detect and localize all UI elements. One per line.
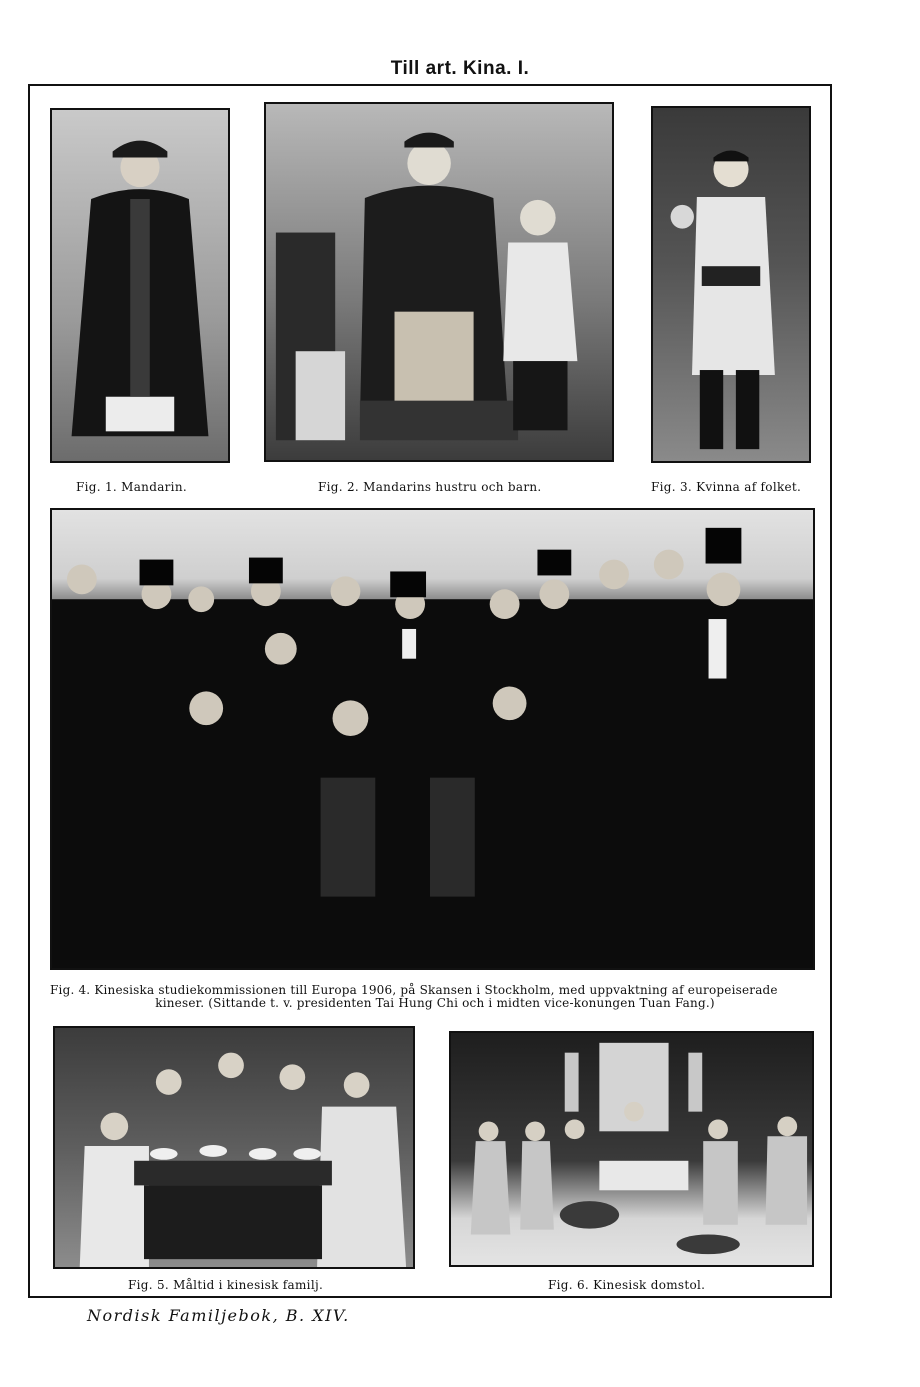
- fig-3-caption: Fig. 3. Kvinna af folket.: [651, 480, 802, 494]
- page-title: Till art. Kina. I.: [390, 58, 530, 79]
- fig-4-photo: [50, 508, 815, 970]
- fig-2-photo: [264, 102, 614, 462]
- fig-3-photo: [651, 106, 811, 463]
- footer-citation: Nordisk Familjebok, B. XIV.: [87, 1306, 350, 1325]
- fig-2-caption: Fig. 2. Mandarins hustru och barn.: [318, 480, 542, 494]
- fig-4-caption-line-1: Fig. 4. Kinesiska studiekommissionen till Europa 1906, på Skansen i Stockholm, med uppvaktning af europeiserade: [50, 983, 778, 997]
- fig-6-photo: [449, 1031, 814, 1267]
- fig-4-caption-line-2: kineser. (Sittande t. v. presidenten Tai Hung Chi och i midten vice-konungen Tuan Fang.): [155, 996, 715, 1010]
- fig-4-caption: [50, 984, 820, 1010]
- fig-1-caption: Fig. 1. Mandarin.: [76, 480, 187, 494]
- fig-6-caption: Fig. 6. Kinesisk domstol.: [548, 1278, 706, 1292]
- fig-5-photo: [53, 1026, 415, 1269]
- fig-5-caption: Fig. 5. Måltid i kinesisk familj.: [128, 1278, 324, 1292]
- fig-1-photo: [50, 108, 230, 463]
